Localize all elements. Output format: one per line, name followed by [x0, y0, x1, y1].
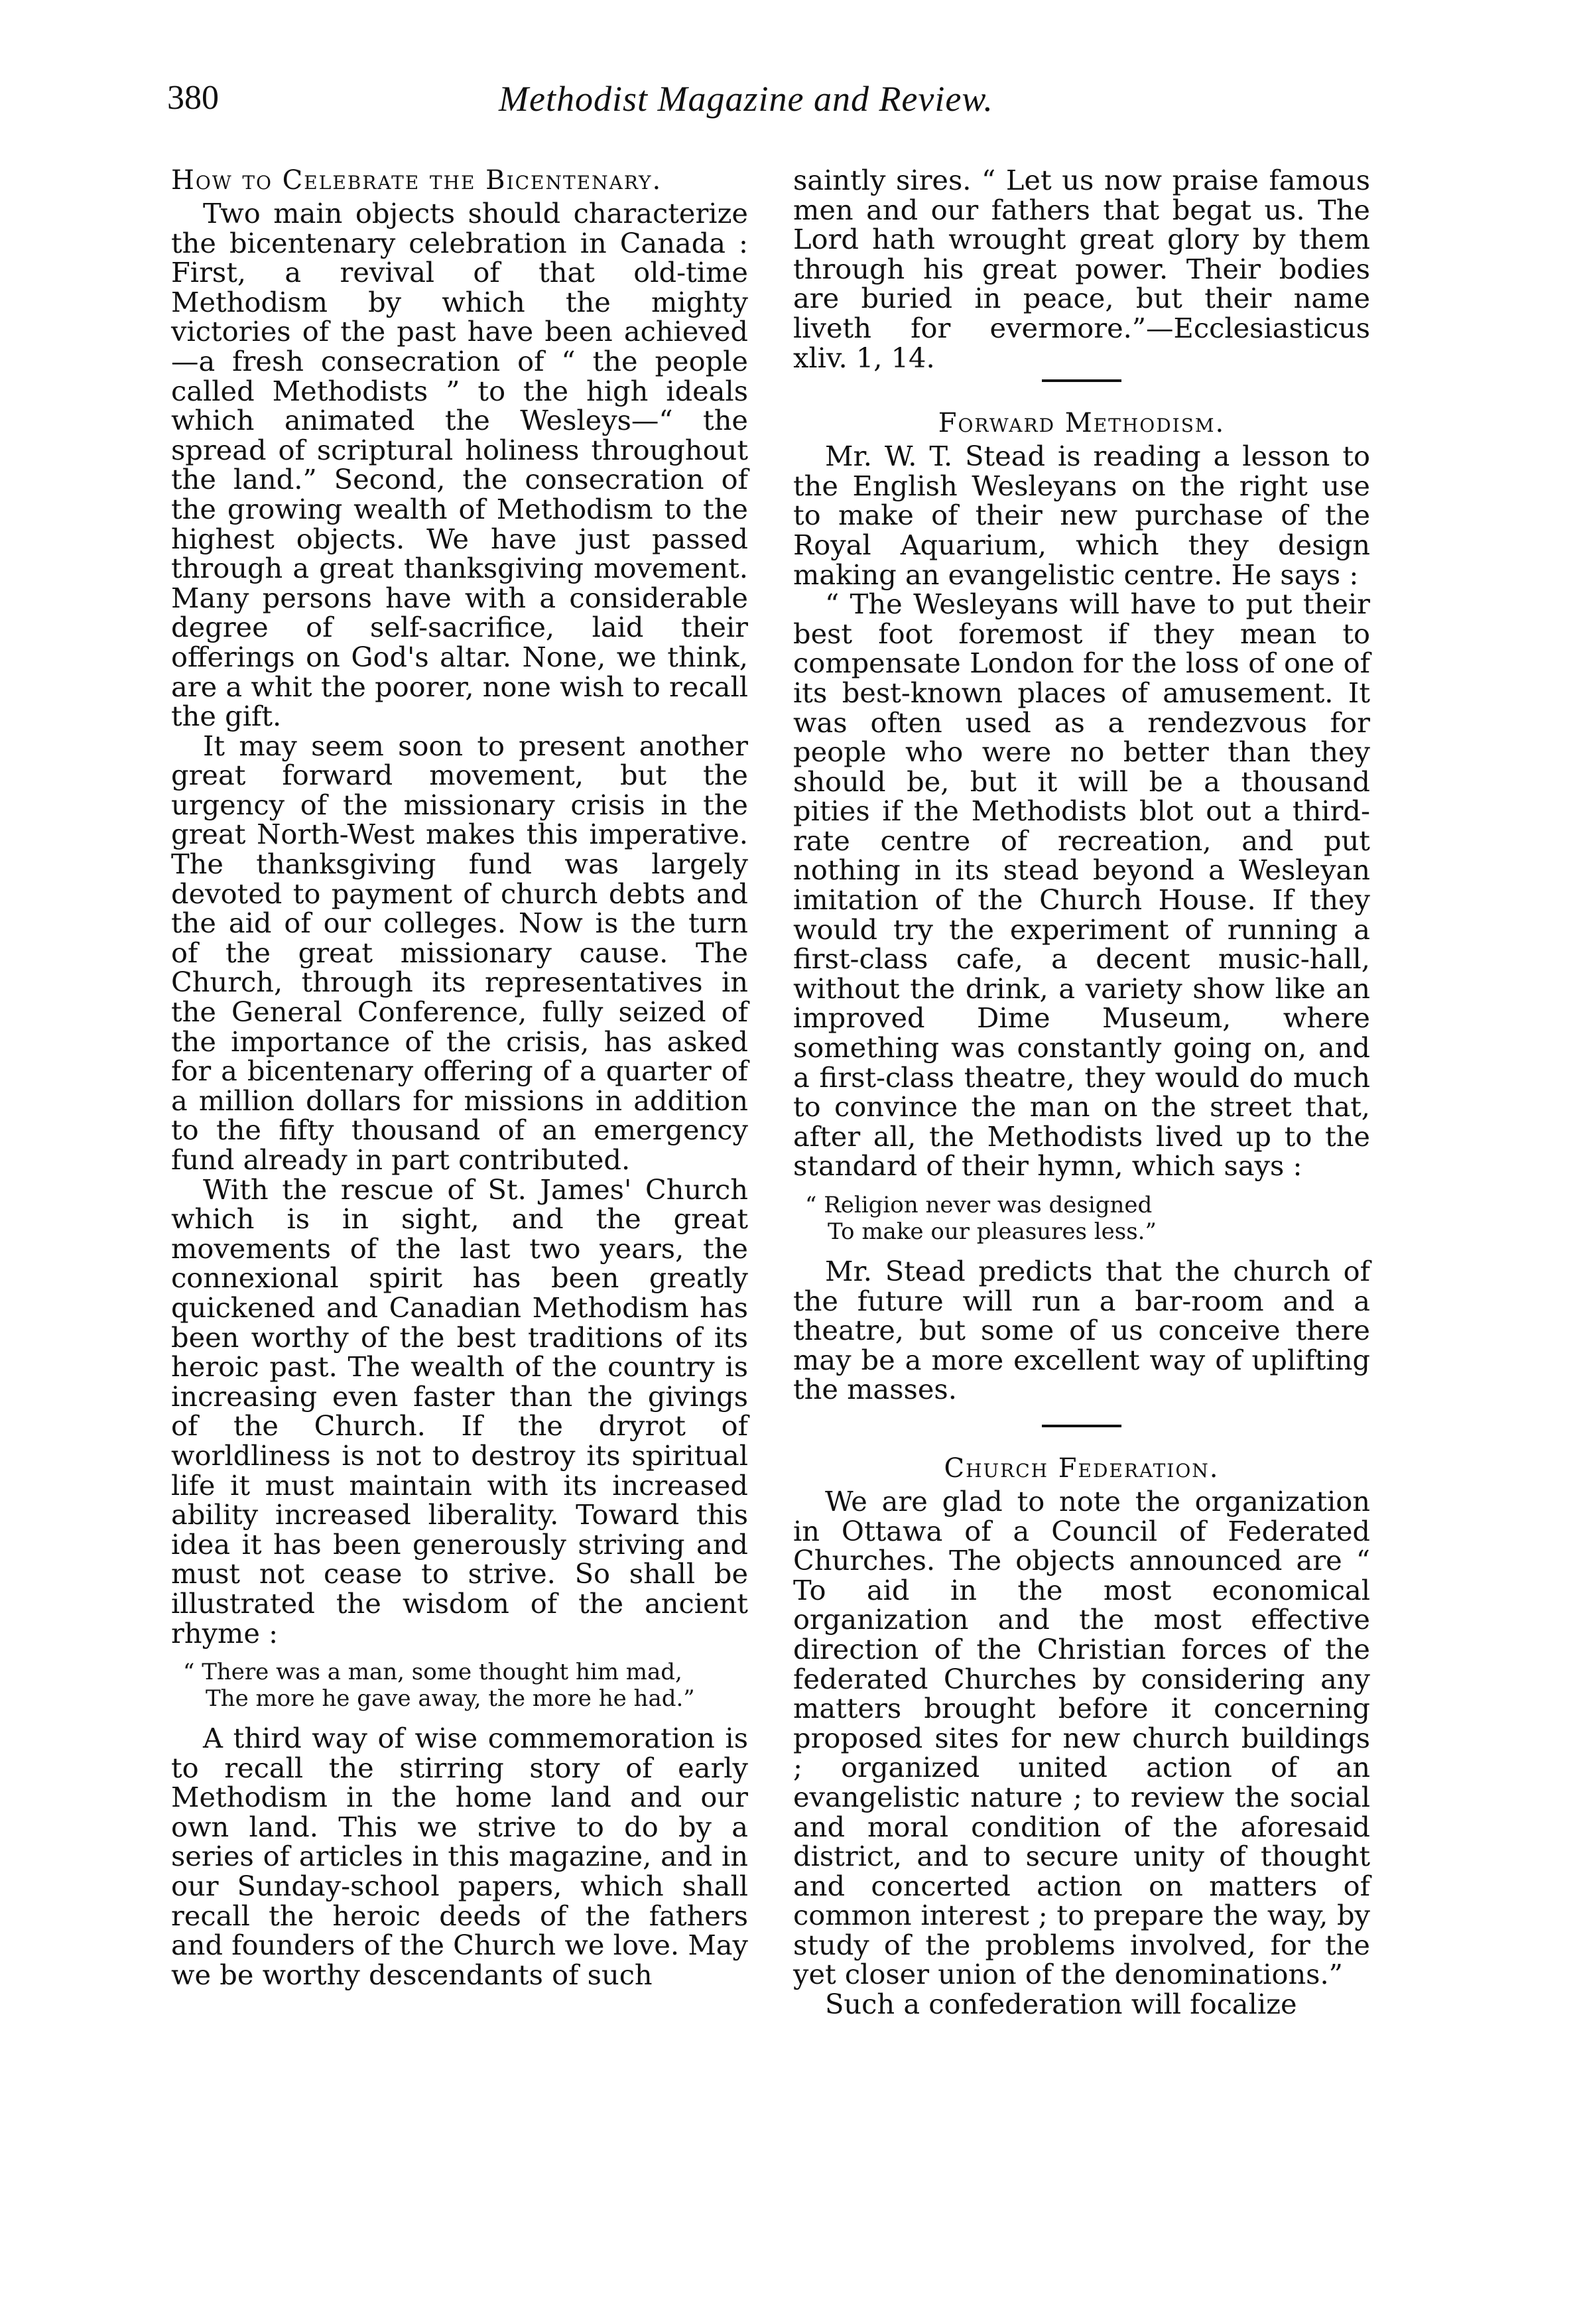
- paragraph: Such a confederation will focalize: [825, 1988, 1297, 2021]
- verse-quote: [171, 1659, 748, 1712]
- paragraph: It may seem soon to present another great forward movement, but the urgency of the missionary crisis in the great North-West makes this imperative. The thanksgiving fund was largely devoted to payment of church debts and the aid of our colleges. Now is the turn of the great missionary cause. The Church, through its representatives in the General Conference, fully seized of the importance of the crisis, has asked for a bicentenary offering of a quarter of a million dollars for missions in addition to the fifty thousand of an emergency fund already in part contributed.: [171, 729, 748, 1176]
- paragraph: Mr. W. T. Stead is reading a lesson to the English Wesleyans on the right use to make of their new purchase of the Royal Aquarium, which they design making an evangelistic centre. He says :: [793, 440, 1370, 591]
- section-heading-bicentenary: How to Celebrate the Bicentenary.: [171, 165, 663, 196]
- page-number: 380: [167, 79, 219, 117]
- verse-line: “ Religion never was designed: [805, 1192, 1153, 1218]
- verse-line: The more he gave away, the more he had.”: [206, 1685, 695, 1712]
- section-divider: [1042, 1425, 1121, 1427]
- section-divider: [1042, 379, 1121, 382]
- section-heading-church-federation: Church Federation.: [944, 1452, 1220, 1484]
- paragraph: With the rescue of St. James' Church which is in sight, and the great movements of the last two years, the connexional spirit has been greatly quickened and Canadian Methodism has been worthy of the best traditions of its heroic past. The wealth of the country is increasing even faster than the givings of the Church. If the dryrot of worldliness is not to destroy its spiritual life it must maintain with its increased ability increased liberality. Toward this idea it has been generously striving and must not cease to strive. So shall be illustrated the wisdom of the ancient rhyme :: [171, 1173, 748, 1649]
- verse-quote: [793, 1192, 1370, 1245]
- paragraph: We are glad to note the organization in Ottawa of a Council of Federated Churches. The objects announced are “ To aid in the most economical organization and the most effective direction of the Christian forces of the federated Churches by considering any matters brought before it concerning proposed sites for new church buildings ; organized united action of an evangelistic nature ; to review the social and moral condition of the aforesaid district, and to secure unity of thought and concerted action on matters of common interest ; to prepare the way, by study of the problems involved, for the yet closer union of the denominations.”: [793, 1484, 1370, 1991]
- verse-line: To make our pleasures less.”: [828, 1218, 1157, 1245]
- paragraph: A third way of wise commemoration is to recall the stirring story of early Methodism in the home land and our own land. This we strive to do by a series of articles in this magazine, and in our Sunday-school papers, which shall recall the heroic deeds of the fathers and founders of the Church we love. May we be worthy descendants of such: [171, 1722, 748, 1991]
- left-column: [171, 166, 748, 1990]
- paragraph: “ The Wesleyans will have to put their best foot foremost if they mean to compensate London for the loss of one of its best-known places of amusement. It was often used as a rendezvous for people who were no better than they should be, but it will be a thousand pities if the Methodists blot out a third-rate centre of recreation, and put nothing in its stead beyond a Wesleyan imitation of the Church House. If they would try the experiment of running a first-class cafe, a decent music-hall, without the drink, a variety show like an improved Dime Museum, where something was constantly going on, and a first-class theatre, they would do much to convince the man on the street that, after all, the Methodists lived up to the standard of their hymn, which says :: [793, 588, 1370, 1183]
- section-heading-forward-methodism: Forward Methodism.: [938, 408, 1226, 439]
- right-column: [793, 166, 1370, 2020]
- verse-line: “ There was a man, some thought him mad,: [183, 1659, 682, 1686]
- paragraph: Two main objects should characterize the bicentenary celebration in Canada : First, a revival of that old-time Methodism by which the mighty victories of the past have been achieved —a fresh consecration of “ the people called Methodists ” to the high ideals which animated the Wesleys—“ the spread of scriptural holiness throughout the land.” Second, the consecration of the growing wealth of Methodism to the highest objects. We have just passed through a great thanksgiving movement. Many persons have with a considerable degree of self-sacrifice, laid their offerings on God's altar. None, we think, are a whit the poorer, none wish to recall the gift.: [171, 197, 748, 733]
- page-header: [167, 78, 1434, 125]
- paragraph: Mr. Stead predicts that the church of the future will run a bar-room and a theatre, but some of us conceive there may be a more excellent way of uplifting the masses.: [793, 1255, 1370, 1406]
- paragraph-continued: saintly sires. “ Let us now praise famous men and our fathers that begat us. The Lord hath wrought great glory by them through his great power. Their bodies are buried in peace, but their name liveth for evermore.”—Ecclesiasticus xliv. 1, 14.: [793, 164, 1370, 374]
- running-title: Methodist Magazine and Review.: [499, 79, 993, 119]
